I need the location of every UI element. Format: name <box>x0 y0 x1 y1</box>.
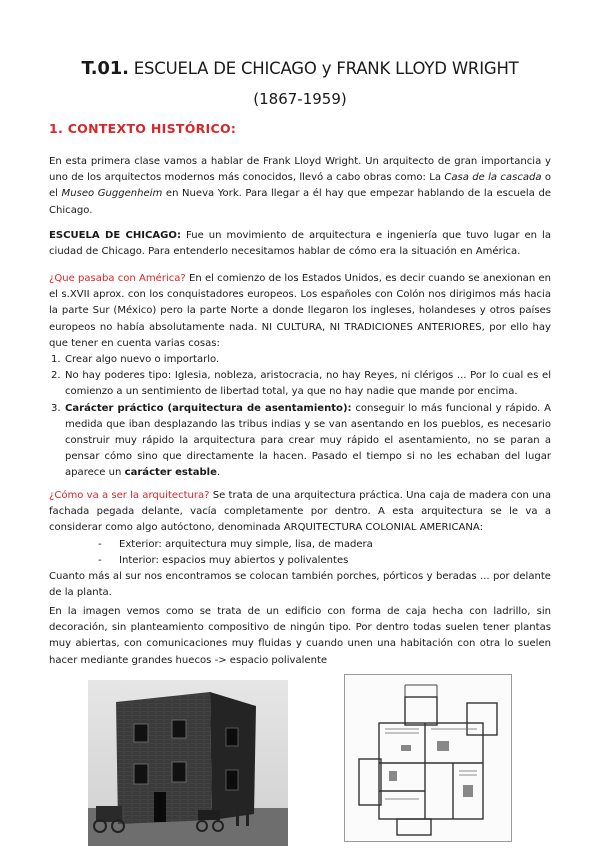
floor-plan-illustration <box>345 675 512 842</box>
list-item <box>49 553 551 569</box>
interior-text: Interior: espacios muy abiertos y polivalentes <box>119 554 349 566</box>
list-item-bold: carácter estable <box>124 467 217 479</box>
list-item <box>49 537 551 553</box>
america-text: En el comienzo de los Estados Unidos, es decir cuando se anexionan en el s.XVII aprox. con los conquistadores europeos. Los españoles con Colón nos dirigimos más hacia la parte Sur (México) pero la parte Norte a donde llegaron los ingleses, holandeses y otros países europeos no había absolutamente nada. NI CULTURA, NI TRADICIONES ANTERIORES, por ello hay que tener en cuenta varias cosas: <box>49 273 551 349</box>
list-number: 2. <box>51 370 61 382</box>
intro-museo-guggenheim: Museo Guggenheim <box>61 188 163 200</box>
exterior-text: Exterior: arquitectura muy simple, lisa, de madera <box>119 538 373 550</box>
arquitectura-question: ¿Cómo va a ser la arquitectura? <box>49 490 210 501</box>
dash-bullet: - <box>98 538 102 550</box>
america-question: ¿Que pasaba con América? <box>49 273 186 284</box>
america-block <box>49 271 551 482</box>
intro-text-2: o el <box>49 172 552 200</box>
list-item-text: Crear algo nuevo o importarlo. <box>65 354 220 366</box>
arquitectura-list <box>49 537 551 569</box>
section-heading: 1. CONTEXTO HISTÓRICO: <box>49 121 237 136</box>
list-item-end: . <box>216 467 221 479</box>
floor-plan-drawing <box>344 674 512 842</box>
america-paragraph <box>49 271 551 352</box>
brick-house-photo <box>88 680 288 846</box>
chicago-text: Fue un movimiento de arquitectura e ingeniería que tuvo lugar en la ciudad de Chicago. Para entenderlo necesitamos hablar de cómo era la situación en América. <box>49 230 551 258</box>
dash-bullet: - <box>98 554 102 566</box>
list-number: 3. <box>51 402 61 414</box>
topic-code: T.01. <box>81 58 129 79</box>
list-item-text: conseguir lo más funcional y rápido. A medida que iban desplazando las tribus indias y se van asentando en los pueblos, es necesario construir muy rápido la arquitectura para crear muy rápido el asentamiento, no se paran a pensar cómo sino que directamente la hacen. Pasado el tiempo si no les echaban del lugar aparece un <box>65 402 551 479</box>
topic-title: ESCUELA DE CHICAGO y FRANK LLOYD WRIGHT <box>133 59 519 78</box>
document-title <box>0 58 600 79</box>
brick-house-illustration <box>88 680 288 846</box>
list-item-text: No hay poderes tipo: Iglesia, nobleza, aristocracia, no hay Reyes, ni clérigos ... Por lo cual es el comienzo a un sentimiento de libertad total, ya que no hay nadie que mande por encima. <box>65 370 551 398</box>
list-number: 1. <box>51 354 61 366</box>
intro-paragraph <box>49 154 551 219</box>
intro-text-3: en Nueva York. Para llegar a él hay que empezar hablando de la escuela de Chicago. <box>49 188 551 216</box>
america-list <box>49 352 551 482</box>
arquitectura-block <box>49 488 551 601</box>
chicago-label: ESCUELA DE CHICAGO: <box>49 230 181 241</box>
arquitectura-after: Cuanto más al sur nos encontramos se colocan también porches, pórticos y beradas ... por delante de la planta. <box>49 571 551 599</box>
chicago-paragraph <box>49 228 551 260</box>
intro-text-1: En esta primera clase vamos a hablar de Frank Lloyd Wright. Un arquitecto de gran importancia y uno de los arquitectos modernos más conocidos, llevó a cabo obras como: La <box>49 156 551 184</box>
list-item <box>49 401 551 482</box>
list-item-label: Carácter práctico (arquitectura de asentamiento): <box>65 402 352 414</box>
list-item <box>49 352 551 368</box>
arquitectura-paragraph <box>49 488 551 537</box>
intro-casa-cascada: Casa de la cascada <box>444 172 542 184</box>
imagen-paragraph: En la imagen vemos como se trata de un edificio con forma de caja hecha con ladrillo, sin decoración, sin planteamiento compositivo de ningún tipo. Por dentro todas suelen tener plantas muy abiertas, con comunicaciones muy fluidas y cuando unen una habitación con otra lo suelen hacer mediante grandes huecos -> espacio polivalente <box>49 606 551 666</box>
arquitectura-text: Se trata de una arquitectura práctica. Una caja de madera con una fachada pegada delante, vacía completamente por dentro. A esta arquitectura se le va a considerar como algo autóctono, denominada ARQUITECTURA COLONIAL AMERICANA: <box>49 490 551 534</box>
list-item <box>49 368 551 400</box>
topic-years: (1867-1959) <box>253 90 347 108</box>
